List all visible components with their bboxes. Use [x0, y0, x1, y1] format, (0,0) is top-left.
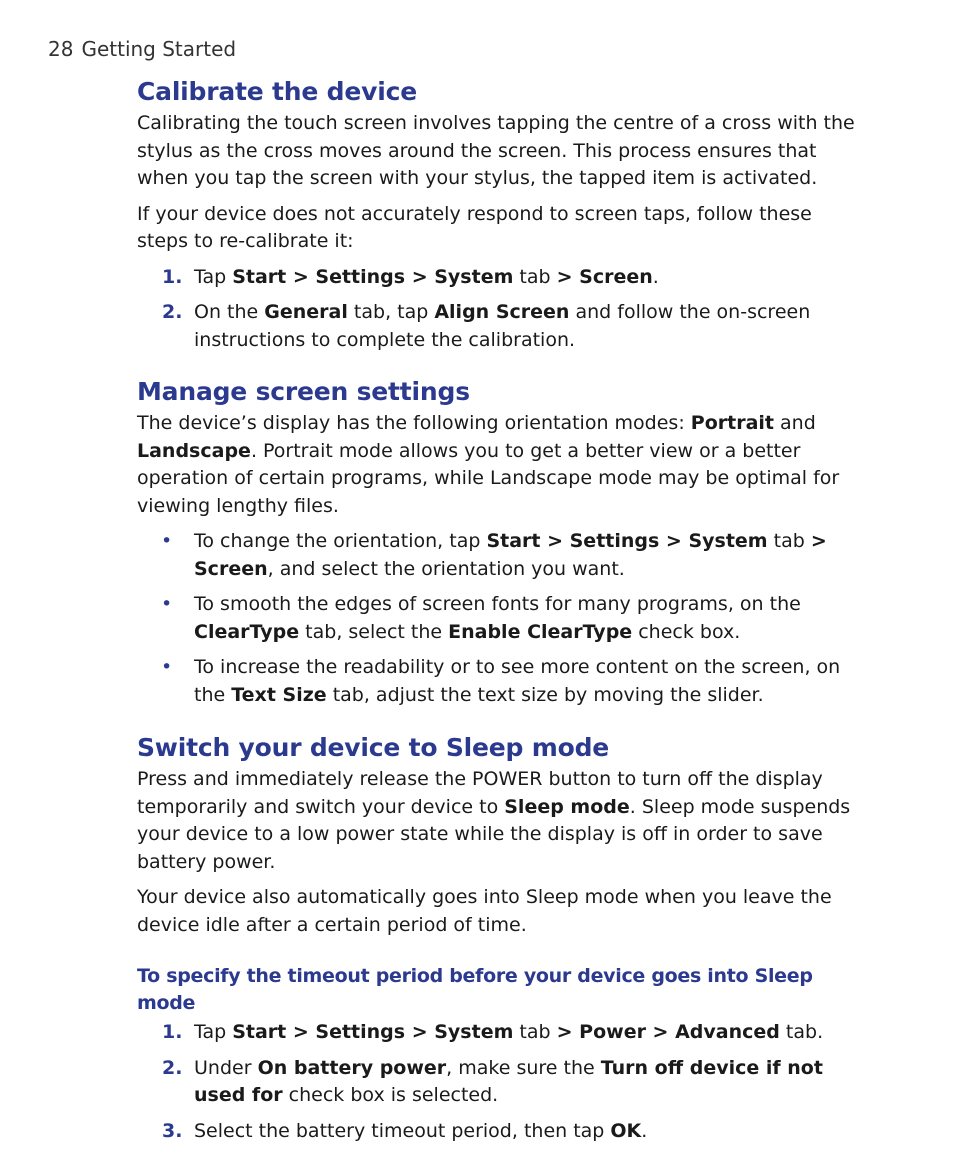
- para-bold: Landscape: [137, 439, 251, 462]
- step-text: and follow the on-screen instructions to complete the calibration.: [194, 301, 811, 351]
- step-bold: Turn off device if not used for: [194, 1056, 823, 1106]
- step-number: 1.: [162, 265, 183, 288]
- list-item: [137, 591, 862, 646]
- step-text: tab: [513, 265, 557, 288]
- step-number: 1.: [162, 1021, 183, 1043]
- calibrate-paragraph-1: Calibrating the touch screen involves tapping the centre of a cross with the stylus as the cross moves around the screen. This process ensures that when you tap the screen with your stylus, the tapped item is activated.: [137, 112, 855, 189]
- list-item: [137, 264, 862, 292]
- page-content: [137, 74, 862, 1145]
- bullet-text: To smooth the edges of screen fonts for many programs, on the: [194, 593, 801, 615]
- section-sleep-mode: [137, 730, 862, 1145]
- para-text: and: [773, 412, 816, 434]
- page-number: 28: [48, 37, 74, 61]
- para-text: . Sleep mode suspends your device to a low power state while the display is off in order to save battery power.: [137, 795, 851, 873]
- list-item: [137, 1019, 862, 1047]
- bullet-text: , and select the orientation you want.: [267, 557, 625, 580]
- step-bold: OK: [610, 1119, 642, 1142]
- step-text: tab.: [779, 1021, 824, 1043]
- bullet-text: To change the orientation, tap: [194, 530, 487, 552]
- step-text: Select the battery timeout period, then tap: [194, 1119, 611, 1142]
- list-item: [137, 654, 862, 709]
- step-text: Tap: [194, 1021, 233, 1043]
- running-header: [48, 37, 236, 61]
- list-item: [137, 299, 862, 354]
- step-number: 3.: [162, 1119, 183, 1142]
- para-bold: Sleep mode: [504, 795, 630, 818]
- heading-manage-screen: Manage screen settings: [137, 377, 470, 406]
- chapter-title: Getting Started: [81, 37, 237, 61]
- list-item: [137, 528, 862, 583]
- step-number: 2.: [162, 301, 183, 323]
- sleep-steps: [137, 1019, 862, 1145]
- list-item: [137, 1055, 862, 1110]
- bullet-icon: •: [161, 530, 173, 552]
- manage-paragraph-1: [137, 410, 862, 520]
- para-text: The device’s display has the following orientation modes:: [137, 412, 691, 434]
- step-text: check box is selected.: [282, 1084, 499, 1106]
- step-bold: Start > Settings > System: [232, 1021, 514, 1043]
- step-text: tab, tap: [347, 301, 435, 323]
- step-bold: Align Screen: [434, 301, 570, 323]
- sleep-paragraph-1: [137, 766, 862, 876]
- bullet-bold: Text Size: [231, 683, 327, 706]
- bullet-bold: Start > Settings > System: [486, 530, 768, 552]
- sleep-paragraph-2: Your device also automatically goes into Sleep mode when you leave the device idle after a certain period of time.: [137, 886, 832, 936]
- step-bold: > Screen: [556, 265, 653, 288]
- step-number: 2.: [162, 1056, 183, 1079]
- step-bold: General: [264, 301, 348, 323]
- procedure-heading: To specify the timeout period before your device goes into Sleep mode: [137, 965, 813, 1014]
- bullet-text: tab, adjust the text size by moving the slider.: [326, 683, 764, 706]
- calibrate-steps: [137, 264, 862, 355]
- calibrate-paragraph-2: If your device does not accurately respond to screen taps, follow these steps to re-calibrate it:: [137, 202, 812, 252]
- heading-sleep-mode: Switch your device to Sleep mode: [137, 733, 610, 762]
- bullet-icon: •: [161, 593, 173, 615]
- para-text: Press and immediately release the POWER button to turn off the display temporarily and switch your device to: [137, 768, 823, 818]
- bullet-bold: Enable ClearType: [448, 620, 633, 643]
- step-text: On the: [194, 301, 265, 323]
- bullet-text: To increase the readability or to see more content on the screen, on the: [194, 656, 841, 706]
- heading-calibrate: Calibrate the device: [137, 77, 417, 106]
- bullet-text: tab: [767, 530, 811, 552]
- step-bold: On battery power: [257, 1056, 447, 1079]
- manage-bullets: [137, 528, 862, 709]
- bullet-text: check box.: [632, 620, 741, 643]
- step-bold: Start > Settings > System: [232, 265, 514, 288]
- step-text: .: [641, 1119, 648, 1142]
- bullet-text: tab, select the: [299, 620, 449, 643]
- step-text: tab: [513, 1021, 557, 1043]
- step-text: Tap: [194, 265, 233, 288]
- bullet-icon: •: [161, 656, 173, 678]
- bullet-bold: > Screen: [194, 530, 827, 580]
- step-text: .: [652, 265, 659, 288]
- step-text: Under: [194, 1056, 258, 1079]
- step-bold: > Power > Advanced: [556, 1021, 780, 1043]
- section-calibrate: [137, 74, 862, 354]
- step-text: , make sure the: [446, 1056, 601, 1079]
- list-item: [137, 1118, 862, 1146]
- bullet-bold: ClearType: [194, 620, 300, 643]
- section-manage-screen: [137, 374, 862, 709]
- para-text: . Portrait mode allows you to get a better view or a better operation of certain programs, while Landscape mode may be optimal for viewing lengthy files.: [137, 439, 840, 517]
- para-bold: Portrait: [690, 412, 774, 434]
